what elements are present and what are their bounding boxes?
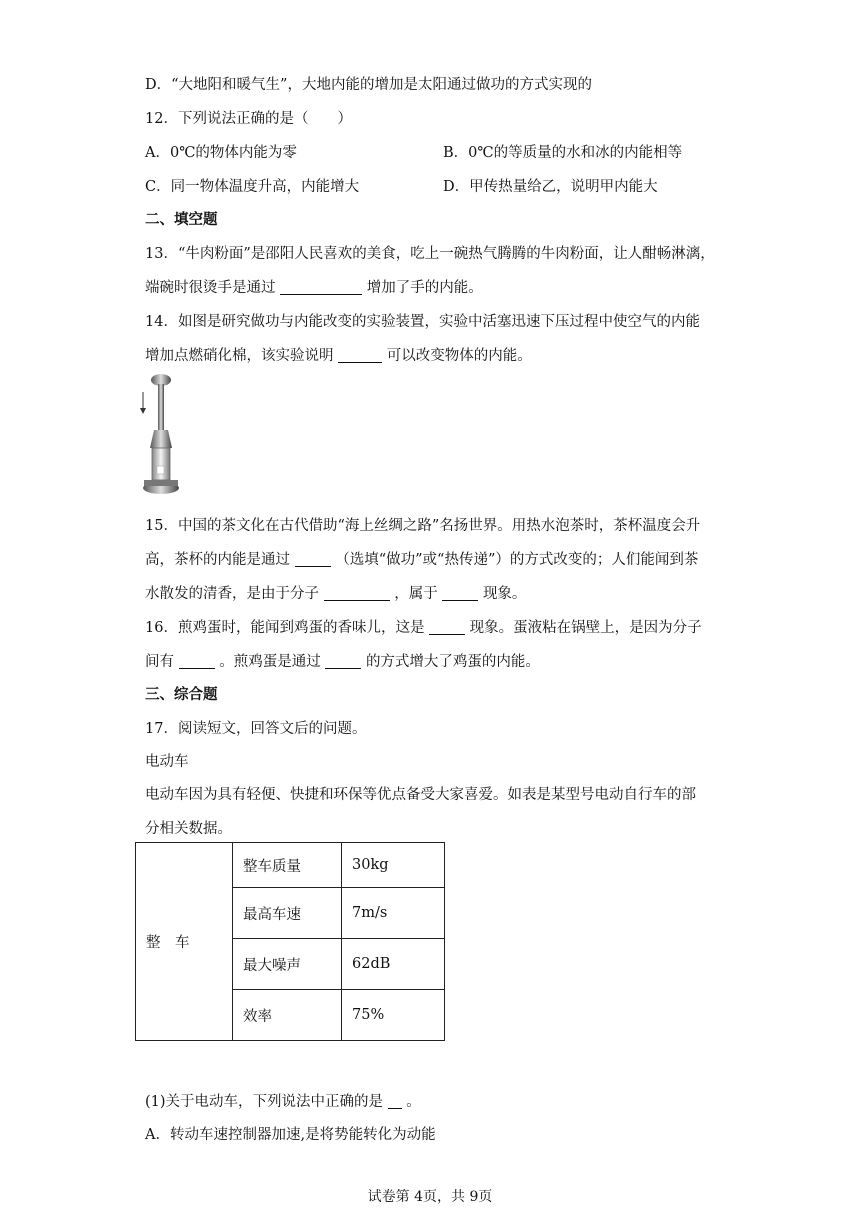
air-compression-apparatus-figure [140, 372, 186, 500]
table-cell-name: 整车质量 [233, 843, 342, 888]
table-cell-value: 30kg [342, 843, 445, 888]
table-cell-value: 7m/s [342, 888, 445, 939]
q14-blank[interactable] [338, 348, 382, 364]
q13-text-a: 端碗时很烫手是通过 [145, 280, 276, 296]
q15-text-b: （选填“做功”或“热传递”）的方式改变的；人们能闻到茶 [335, 552, 699, 568]
article-para-line2: 分相关数据。 [145, 821, 232, 837]
piston-rod [158, 384, 164, 430]
q15-line1: 15．中国的茶文化在古代借助“海上丝绸之路”名扬世界。用热水泡茶时，茶杯温度会升 [145, 518, 701, 534]
table-cell-name: 最大噪声 [233, 939, 342, 990]
q17-sub1 [145, 1090, 421, 1111]
q17-stem: 17．阅读短文，回答文后的问题。 [145, 721, 367, 737]
q12-option-c: C．同一物体温度升高，内能增大 [145, 179, 360, 195]
section-fill-in-title: 二、填空题 [145, 212, 218, 228]
q12-stem: 12．下列说法正确的是（ ） [145, 111, 352, 127]
cotton [157, 466, 164, 474]
q13-blank[interactable] [280, 280, 362, 296]
table-cell-value: 62dB [342, 939, 445, 990]
q15-line3 [145, 582, 526, 603]
q15-blank-3[interactable] [442, 586, 478, 602]
q16-text-a: 16．煎鸡蛋时，能闻到鸡蛋的香味儿，这是 [145, 620, 425, 636]
q15-blank-2[interactable] [324, 586, 390, 602]
q15-text-d: ，属于 [394, 586, 438, 602]
article-para-line1: 电动车因为具有轻便、快捷和环保等优点备受大家喜爱。如表是某型号电动自行车的部 [145, 787, 696, 803]
q15-text-c: 水散发的清香，是由于分子 [145, 586, 319, 602]
q16-line1 [145, 616, 702, 637]
q15-text-a: 高，茶杯的内能是通过 [145, 552, 290, 568]
q16-blank-2[interactable] [179, 654, 215, 670]
table-row [136, 843, 445, 888]
table-cell-name: 效率 [233, 990, 342, 1041]
table-group-label: 整 车 [136, 843, 233, 1041]
q12-option-d: D．甲传热量给乙，说明甲内能大 [443, 179, 658, 195]
q11-option-d: D．“大地阳和暖气生”，大地内能的增加是太阳通过做功的方式实现的 [145, 77, 592, 93]
q16-text-b: 现象。蛋液粘在锅壁上，是因为分子 [469, 620, 702, 636]
q14-line2 [145, 344, 532, 365]
q14-text-a: 增加点燃硝化棉，该实验说明 [145, 348, 334, 364]
q17-sub1-text-b: 。 [406, 1094, 421, 1110]
q17-sub1-blank[interactable] [388, 1094, 402, 1110]
glass-tube [152, 448, 170, 480]
q16-blank-3[interactable] [325, 654, 361, 670]
table-cell-name: 最高车速 [233, 888, 342, 939]
ebike-spec-table [135, 842, 445, 1041]
table-cell-value: 75% [342, 990, 445, 1041]
q14-line1: 14．如图是研究做功与内能改变的实验装置，实验中活塞迅速下压过程中使空气的内能 [145, 314, 700, 330]
page-footer: 试卷第 4页，共 9页 [367, 1189, 493, 1205]
q13-line2 [145, 276, 483, 297]
q16-text-c: 间有 [145, 654, 174, 670]
q16-text-e: 的方式增大了鸡蛋的内能。 [365, 654, 540, 670]
q12-option-a: A．0℃的物体内能为零 [145, 145, 297, 161]
article-title: 电动车 [145, 754, 189, 770]
q17-sub1-option-a: A．转动车速控制器加速,是将势能转化为动能 [145, 1127, 436, 1143]
q15-line2 [145, 548, 698, 569]
section-comprehensive-title: 三、综合题 [145, 687, 218, 703]
q14-text-b: 可以改变物体的内能。 [386, 348, 532, 364]
q12-option-b: B．0℃的等质量的水和冰的内能相等 [443, 145, 683, 161]
q13-line1: 13．“牛肉粉面”是邵阳人民喜欢的美食，吃上一碗热气腾腾的牛肉粉面，让人酣畅淋漓， [145, 246, 715, 262]
q15-blank-1[interactable] [295, 552, 331, 568]
q15-text-e: 现象。 [482, 586, 527, 602]
cylinder-cap [150, 430, 172, 448]
q13-text-b: 增加了手的内能。 [366, 280, 483, 296]
q16-line2 [145, 650, 540, 671]
q16-text-d: 。煎鸡蛋是通过 [219, 654, 321, 670]
q17-sub1-text-a: (1)关于电动车，下列说法中正确的是 [145, 1094, 384, 1110]
q16-blank-1[interactable] [429, 620, 465, 636]
